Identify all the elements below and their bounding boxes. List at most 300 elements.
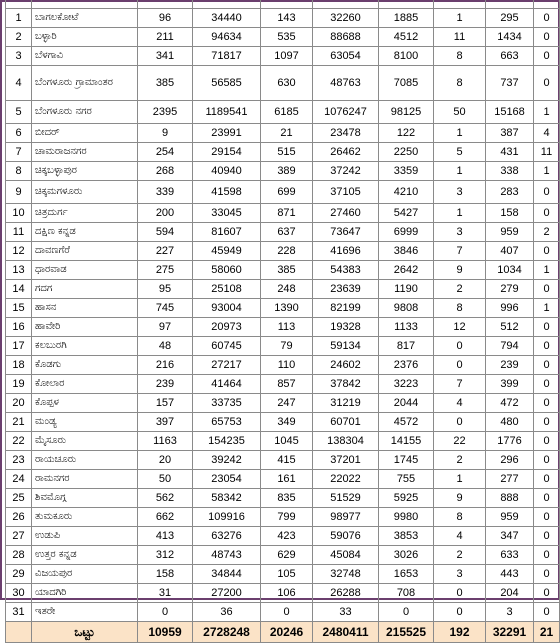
district-name-cell: ಗದಗ bbox=[32, 280, 138, 299]
district-name-cell: ಬೆಳಗಾವಿ bbox=[32, 47, 138, 66]
value-cell-c1: 413 bbox=[138, 527, 193, 546]
value-cell-c2: 40940 bbox=[193, 162, 261, 181]
table-row bbox=[6, 162, 560, 181]
value-cell-c1: 662 bbox=[138, 508, 193, 527]
value-cell-c8: 0 bbox=[534, 451, 560, 470]
value-cell-c1: 31 bbox=[138, 584, 193, 603]
value-cell-c2: 71817 bbox=[193, 47, 261, 66]
value-cell-c1: 0 bbox=[138, 603, 193, 622]
value-cell-c6: 2 bbox=[434, 546, 486, 565]
value-cell-c2: 27200 bbox=[193, 584, 261, 603]
table-row bbox=[6, 28, 560, 47]
value-cell-c1: 339 bbox=[138, 181, 193, 204]
value-cell-c8: 0 bbox=[534, 565, 560, 584]
value-cell-c2: 29154 bbox=[193, 143, 261, 162]
value-cell-c7: 239 bbox=[486, 356, 534, 375]
table-row bbox=[6, 318, 560, 337]
value-cell-c7: 347 bbox=[486, 527, 534, 546]
total-c3: 20246 bbox=[261, 622, 313, 643]
value-cell-c2: 63276 bbox=[193, 527, 261, 546]
value-cell-c8: 2 bbox=[534, 223, 560, 242]
value-cell-c4: 82199 bbox=[313, 299, 379, 318]
table-row bbox=[6, 9, 560, 28]
value-cell-c8: 1 bbox=[534, 299, 560, 318]
table-row bbox=[6, 242, 560, 261]
value-cell-c7: 283 bbox=[486, 181, 534, 204]
value-cell-c4: 26462 bbox=[313, 143, 379, 162]
value-cell-c6: 9 bbox=[434, 261, 486, 280]
value-cell-c8: 1 bbox=[534, 261, 560, 280]
row-number-cell: 4 bbox=[6, 66, 32, 101]
row-number-cell: 12 bbox=[6, 242, 32, 261]
value-cell-c4: 98977 bbox=[313, 508, 379, 527]
table-row bbox=[6, 489, 560, 508]
table-row bbox=[6, 546, 560, 565]
value-cell-c7: 3 bbox=[486, 603, 534, 622]
value-cell-c1: 227 bbox=[138, 242, 193, 261]
value-cell-c2: 1189541 bbox=[193, 101, 261, 124]
value-cell-c3: 629 bbox=[261, 546, 313, 565]
value-cell-c4: 41696 bbox=[313, 242, 379, 261]
value-cell-c5: 6999 bbox=[379, 223, 434, 242]
row-number-cell: 10 bbox=[6, 204, 32, 223]
value-cell-c5: 122 bbox=[379, 124, 434, 143]
table-row bbox=[6, 261, 560, 280]
row-number-cell: 28 bbox=[6, 546, 32, 565]
value-cell-c4: 60701 bbox=[313, 413, 379, 432]
value-cell-c4: 24602 bbox=[313, 356, 379, 375]
value-cell-c5: 1745 bbox=[379, 451, 434, 470]
value-cell-c1: 211 bbox=[138, 28, 193, 47]
row-number-cell: 26 bbox=[6, 508, 32, 527]
total-c6: 192 bbox=[434, 622, 486, 643]
value-cell-c8: 0 bbox=[534, 66, 560, 101]
value-cell-c4: 23478 bbox=[313, 124, 379, 143]
value-cell-c5: 2376 bbox=[379, 356, 434, 375]
value-cell-c7: 996 bbox=[486, 299, 534, 318]
total-c4: 2480411 bbox=[313, 622, 379, 643]
value-cell-c7: 737 bbox=[486, 66, 534, 101]
value-cell-c6: 1 bbox=[434, 9, 486, 28]
value-cell-c3: 113 bbox=[261, 318, 313, 337]
value-cell-c2: 33045 bbox=[193, 204, 261, 223]
value-cell-c4: 32748 bbox=[313, 565, 379, 584]
district-covid-table bbox=[5, 0, 560, 643]
value-cell-c2: 41464 bbox=[193, 375, 261, 394]
value-cell-c7: 279 bbox=[486, 280, 534, 299]
value-cell-c3: 415 bbox=[261, 451, 313, 470]
value-cell-c4: 22022 bbox=[313, 470, 379, 489]
district-name-cell: ದಾವಣಗೆರೆ bbox=[32, 242, 138, 261]
value-cell-c6: 22 bbox=[434, 432, 486, 451]
total-c2: 2728248 bbox=[193, 622, 261, 643]
value-cell-c7: 295 bbox=[486, 9, 534, 28]
total-c5: 215525 bbox=[379, 622, 434, 643]
value-cell-c7: 480 bbox=[486, 413, 534, 432]
value-cell-c3: 21 bbox=[261, 124, 313, 143]
district-name-cell: ಉತ್ತರ ಕನ್ನಡ bbox=[32, 546, 138, 565]
table-row bbox=[6, 204, 560, 223]
district-name-cell: ಮೈಸೂರು bbox=[32, 432, 138, 451]
value-cell-c2: 23991 bbox=[193, 124, 261, 143]
value-cell-c5: 98125 bbox=[379, 101, 434, 124]
value-cell-c7: 15168 bbox=[486, 101, 534, 124]
value-cell-c5: 8100 bbox=[379, 47, 434, 66]
value-cell-c5: 1190 bbox=[379, 280, 434, 299]
table-row bbox=[6, 413, 560, 432]
value-cell-c8: 0 bbox=[534, 584, 560, 603]
value-cell-c6: 0 bbox=[434, 584, 486, 603]
value-cell-c4: 1076247 bbox=[313, 101, 379, 124]
table-row bbox=[6, 299, 560, 318]
value-cell-c4: 138304 bbox=[313, 432, 379, 451]
value-cell-c1: 157 bbox=[138, 394, 193, 413]
value-cell-c3: 835 bbox=[261, 489, 313, 508]
value-cell-c2: 23054 bbox=[193, 470, 261, 489]
row-number-cell: 21 bbox=[6, 413, 32, 432]
table-row bbox=[6, 394, 560, 413]
district-name-cell: ಚಿಕ್ಕಮಗಳೂರು bbox=[32, 181, 138, 204]
value-cell-c5: 14155 bbox=[379, 432, 434, 451]
value-cell-c6: 1 bbox=[434, 162, 486, 181]
row-number-cell: 29 bbox=[6, 565, 32, 584]
value-cell-c3: 1045 bbox=[261, 432, 313, 451]
value-cell-c5: 9808 bbox=[379, 299, 434, 318]
district-name-cell: ಬೀದರ್ bbox=[32, 124, 138, 143]
row-number-cell: 14 bbox=[6, 280, 32, 299]
value-cell-c8: 0 bbox=[534, 318, 560, 337]
value-cell-c5: 9980 bbox=[379, 508, 434, 527]
district-name-cell: ಶಿವಮೊಗ್ಗ bbox=[32, 489, 138, 508]
value-cell-c5: 1653 bbox=[379, 565, 434, 584]
total-c1: 10959 bbox=[138, 622, 193, 643]
value-cell-c5: 3223 bbox=[379, 375, 434, 394]
table-row bbox=[6, 280, 560, 299]
value-cell-c1: 239 bbox=[138, 375, 193, 394]
row-number-cell: 18 bbox=[6, 356, 32, 375]
value-cell-c6: 2 bbox=[434, 451, 486, 470]
table-row bbox=[6, 470, 560, 489]
value-cell-c4: 27460 bbox=[313, 204, 379, 223]
row-number-cell: 20 bbox=[6, 394, 32, 413]
district-name-cell: ಉಡುಪಿ bbox=[32, 527, 138, 546]
value-cell-c1: 1163 bbox=[138, 432, 193, 451]
value-cell-c5: 817 bbox=[379, 337, 434, 356]
row-number-cell: 25 bbox=[6, 489, 32, 508]
value-cell-c2: 58060 bbox=[193, 261, 261, 280]
value-cell-c3: 630 bbox=[261, 66, 313, 101]
value-cell-c7: 431 bbox=[486, 143, 534, 162]
value-cell-c3: 105 bbox=[261, 565, 313, 584]
table-row bbox=[6, 47, 560, 66]
value-cell-c3: 799 bbox=[261, 508, 313, 527]
table-row bbox=[6, 508, 560, 527]
value-cell-c6: 11 bbox=[434, 28, 486, 47]
value-cell-c5: 3026 bbox=[379, 546, 434, 565]
value-cell-c1: 594 bbox=[138, 223, 193, 242]
value-cell-c3: 106 bbox=[261, 584, 313, 603]
value-cell-c5: 3846 bbox=[379, 242, 434, 261]
total-no bbox=[6, 622, 32, 643]
value-cell-c4: 23639 bbox=[313, 280, 379, 299]
value-cell-c5: 2250 bbox=[379, 143, 434, 162]
district-name-cell: ಚಾಮರಾಜನಗರ bbox=[32, 143, 138, 162]
value-cell-c1: 216 bbox=[138, 356, 193, 375]
value-cell-c5: 5925 bbox=[379, 489, 434, 508]
value-cell-c2: 109916 bbox=[193, 508, 261, 527]
district-name-cell: ಕಲಬುರಗಿ bbox=[32, 337, 138, 356]
value-cell-c1: 385 bbox=[138, 66, 193, 101]
value-cell-c6: 4 bbox=[434, 394, 486, 413]
value-cell-c2: 36 bbox=[193, 603, 261, 622]
value-cell-c3: 143 bbox=[261, 9, 313, 28]
value-cell-c8: 0 bbox=[534, 375, 560, 394]
value-cell-c8: 0 bbox=[534, 394, 560, 413]
district-name-cell: ಕೊಡಗು bbox=[32, 356, 138, 375]
value-cell-c7: 959 bbox=[486, 508, 534, 527]
row-number-cell: 6 bbox=[6, 124, 32, 143]
value-cell-c5: 4572 bbox=[379, 413, 434, 432]
district-name-cell: ಮಂಡ್ಯ bbox=[32, 413, 138, 432]
table-body bbox=[6, 0, 560, 622]
value-cell-c1: 9 bbox=[138, 124, 193, 143]
district-name-cell: ಬಳ್ಳಾರಿ bbox=[32, 28, 138, 47]
value-cell-c8: 11 bbox=[534, 143, 560, 162]
table-row bbox=[6, 337, 560, 356]
district-name-cell: ರಾಮನಗರ bbox=[32, 470, 138, 489]
value-cell-c7: 959 bbox=[486, 223, 534, 242]
total-row bbox=[6, 622, 560, 643]
row-number-cell: 2 bbox=[6, 28, 32, 47]
value-cell-c4: 37842 bbox=[313, 375, 379, 394]
value-cell-c5: 7085 bbox=[379, 66, 434, 101]
value-cell-c2: 20973 bbox=[193, 318, 261, 337]
value-cell-c8: 0 bbox=[534, 337, 560, 356]
value-cell-c8: 0 bbox=[534, 47, 560, 66]
value-cell-c2: 81607 bbox=[193, 223, 261, 242]
value-cell-c1: 397 bbox=[138, 413, 193, 432]
value-cell-c3: 699 bbox=[261, 181, 313, 204]
value-cell-c3: 0 bbox=[261, 603, 313, 622]
value-cell-c4: 73647 bbox=[313, 223, 379, 242]
table-row bbox=[6, 66, 560, 101]
row-number-cell: 8 bbox=[6, 162, 32, 181]
value-cell-c4: 37201 bbox=[313, 451, 379, 470]
district-name-cell: ಕೊಪ್ಪಳ bbox=[32, 394, 138, 413]
value-cell-c1: 97 bbox=[138, 318, 193, 337]
value-cell-c6: 0 bbox=[434, 603, 486, 622]
value-cell-c7: 633 bbox=[486, 546, 534, 565]
value-cell-c1: 275 bbox=[138, 261, 193, 280]
value-cell-c7: 387 bbox=[486, 124, 534, 143]
value-cell-c2: 41598 bbox=[193, 181, 261, 204]
value-cell-c3: 228 bbox=[261, 242, 313, 261]
value-cell-c7: 399 bbox=[486, 375, 534, 394]
value-cell-c3: 79 bbox=[261, 337, 313, 356]
value-cell-c2: 27217 bbox=[193, 356, 261, 375]
value-cell-c5: 1885 bbox=[379, 9, 434, 28]
value-cell-c7: 794 bbox=[486, 337, 534, 356]
value-cell-c5: 1133 bbox=[379, 318, 434, 337]
value-cell-c6: 8 bbox=[434, 47, 486, 66]
value-cell-c5: 5427 bbox=[379, 204, 434, 223]
value-cell-c6: 7 bbox=[434, 242, 486, 261]
value-cell-c8: 0 bbox=[534, 470, 560, 489]
value-cell-c2: 34440 bbox=[193, 9, 261, 28]
value-cell-c7: 158 bbox=[486, 204, 534, 223]
table-row bbox=[6, 432, 560, 451]
table-header-stub bbox=[6, 0, 560, 9]
value-cell-c6: 8 bbox=[434, 299, 486, 318]
value-cell-c7: 1034 bbox=[486, 261, 534, 280]
value-cell-c2: 154235 bbox=[193, 432, 261, 451]
value-cell-c8: 1 bbox=[534, 101, 560, 124]
table-row bbox=[6, 124, 560, 143]
value-cell-c6: 0 bbox=[434, 356, 486, 375]
value-cell-c7: 443 bbox=[486, 565, 534, 584]
value-cell-c6: 3 bbox=[434, 181, 486, 204]
value-cell-c3: 871 bbox=[261, 204, 313, 223]
value-cell-c4: 19328 bbox=[313, 318, 379, 337]
value-cell-c8: 0 bbox=[534, 28, 560, 47]
row-number-cell: 7 bbox=[6, 143, 32, 162]
value-cell-c5: 708 bbox=[379, 584, 434, 603]
value-cell-c3: 6185 bbox=[261, 101, 313, 124]
district-name-cell: ಹಾಸನ bbox=[32, 299, 138, 318]
value-cell-c3: 1097 bbox=[261, 47, 313, 66]
value-cell-c2: 65753 bbox=[193, 413, 261, 432]
table-row bbox=[6, 565, 560, 584]
row-number-cell: 23 bbox=[6, 451, 32, 470]
table-row bbox=[6, 181, 560, 204]
value-cell-c1: 158 bbox=[138, 565, 193, 584]
district-name-cell: ಬಾಗಲಕೋಟೆ bbox=[32, 9, 138, 28]
value-cell-c6: 4 bbox=[434, 527, 486, 546]
district-name-cell: ತುಮಕೂರು bbox=[32, 508, 138, 527]
value-cell-c6: 3 bbox=[434, 565, 486, 584]
value-cell-c4: 37242 bbox=[313, 162, 379, 181]
total-c7: 32291 bbox=[486, 622, 534, 643]
value-cell-c6: 7 bbox=[434, 375, 486, 394]
value-cell-c8: 0 bbox=[534, 413, 560, 432]
district-name-cell: ಧಾರವಾಡ bbox=[32, 261, 138, 280]
value-cell-c5: 755 bbox=[379, 470, 434, 489]
value-cell-c3: 637 bbox=[261, 223, 313, 242]
value-cell-c4: 51529 bbox=[313, 489, 379, 508]
value-cell-c3: 857 bbox=[261, 375, 313, 394]
value-cell-c7: 472 bbox=[486, 394, 534, 413]
value-cell-c4: 48763 bbox=[313, 66, 379, 101]
value-cell-c3: 247 bbox=[261, 394, 313, 413]
value-cell-c6: 2 bbox=[434, 280, 486, 299]
value-cell-c1: 745 bbox=[138, 299, 193, 318]
value-cell-c7: 512 bbox=[486, 318, 534, 337]
value-cell-c6: 1 bbox=[434, 470, 486, 489]
value-cell-c6: 9 bbox=[434, 489, 486, 508]
table-row bbox=[6, 223, 560, 242]
value-cell-c1: 48 bbox=[138, 337, 193, 356]
value-cell-c8: 0 bbox=[534, 356, 560, 375]
total-label: ಒಟ್ಟು bbox=[32, 622, 138, 643]
table-row bbox=[6, 451, 560, 470]
value-cell-c5: 2642 bbox=[379, 261, 434, 280]
row-number-cell: 16 bbox=[6, 318, 32, 337]
value-cell-c4: 59076 bbox=[313, 527, 379, 546]
value-cell-c2: 93004 bbox=[193, 299, 261, 318]
row-number-cell: 30 bbox=[6, 584, 32, 603]
value-cell-c2: 45949 bbox=[193, 242, 261, 261]
district-name-cell: ಬೆಂಗಳೂರು ನಗರ bbox=[32, 101, 138, 124]
row-number-cell: 11 bbox=[6, 223, 32, 242]
value-cell-c8: 0 bbox=[534, 603, 560, 622]
row-number-cell: 31 bbox=[6, 603, 32, 622]
value-cell-c1: 50 bbox=[138, 470, 193, 489]
value-cell-c2: 94634 bbox=[193, 28, 261, 47]
value-cell-c1: 20 bbox=[138, 451, 193, 470]
value-cell-c7: 663 bbox=[486, 47, 534, 66]
value-cell-c6: 1 bbox=[434, 204, 486, 223]
value-cell-c6: 1 bbox=[434, 124, 486, 143]
value-cell-c3: 385 bbox=[261, 261, 313, 280]
value-cell-c3: 1390 bbox=[261, 299, 313, 318]
table-row bbox=[6, 143, 560, 162]
value-cell-c4: 54383 bbox=[313, 261, 379, 280]
district-name-cell: ಚಿಕ್ಕಬಳ್ಳಾಪುರ bbox=[32, 162, 138, 181]
district-name-cell: ಯಾದಗಿರಿ bbox=[32, 584, 138, 603]
row-number-cell: 13 bbox=[6, 261, 32, 280]
value-cell-c7: 888 bbox=[486, 489, 534, 508]
value-cell-c3: 535 bbox=[261, 28, 313, 47]
value-cell-c6: 50 bbox=[434, 101, 486, 124]
value-cell-c7: 338 bbox=[486, 162, 534, 181]
value-cell-c1: 312 bbox=[138, 546, 193, 565]
value-cell-c5: 3853 bbox=[379, 527, 434, 546]
row-number-cell: 3 bbox=[6, 47, 32, 66]
value-cell-c6: 8 bbox=[434, 66, 486, 101]
district-name-cell: ಚಿತ್ರದುರ್ಗ bbox=[32, 204, 138, 223]
value-cell-c1: 2395 bbox=[138, 101, 193, 124]
value-cell-c1: 268 bbox=[138, 162, 193, 181]
row-number-cell: 27 bbox=[6, 527, 32, 546]
value-cell-c3: 423 bbox=[261, 527, 313, 546]
row-number-cell: 22 bbox=[6, 432, 32, 451]
value-cell-c4: 26288 bbox=[313, 584, 379, 603]
table-row bbox=[6, 375, 560, 394]
value-cell-c1: 562 bbox=[138, 489, 193, 508]
value-cell-c6: 12 bbox=[434, 318, 486, 337]
table-row bbox=[6, 101, 560, 124]
value-cell-c2: 48743 bbox=[193, 546, 261, 565]
value-cell-c3: 515 bbox=[261, 143, 313, 162]
value-cell-c8: 0 bbox=[534, 204, 560, 223]
value-cell-c2: 39242 bbox=[193, 451, 261, 470]
value-cell-c8: 0 bbox=[534, 181, 560, 204]
table-row bbox=[6, 356, 560, 375]
value-cell-c4: 31219 bbox=[313, 394, 379, 413]
value-cell-c3: 161 bbox=[261, 470, 313, 489]
row-number-cell: 9 bbox=[6, 181, 32, 204]
value-cell-c8: 0 bbox=[534, 9, 560, 28]
value-cell-c8: 0 bbox=[534, 489, 560, 508]
value-cell-c7: 204 bbox=[486, 584, 534, 603]
value-cell-c7: 1776 bbox=[486, 432, 534, 451]
value-cell-c5: 2044 bbox=[379, 394, 434, 413]
value-cell-c1: 96 bbox=[138, 9, 193, 28]
value-cell-c6: 3 bbox=[434, 223, 486, 242]
district-name-cell: ಇತರೇ bbox=[32, 603, 138, 622]
value-cell-c1: 341 bbox=[138, 47, 193, 66]
value-cell-c8: 1 bbox=[534, 162, 560, 181]
